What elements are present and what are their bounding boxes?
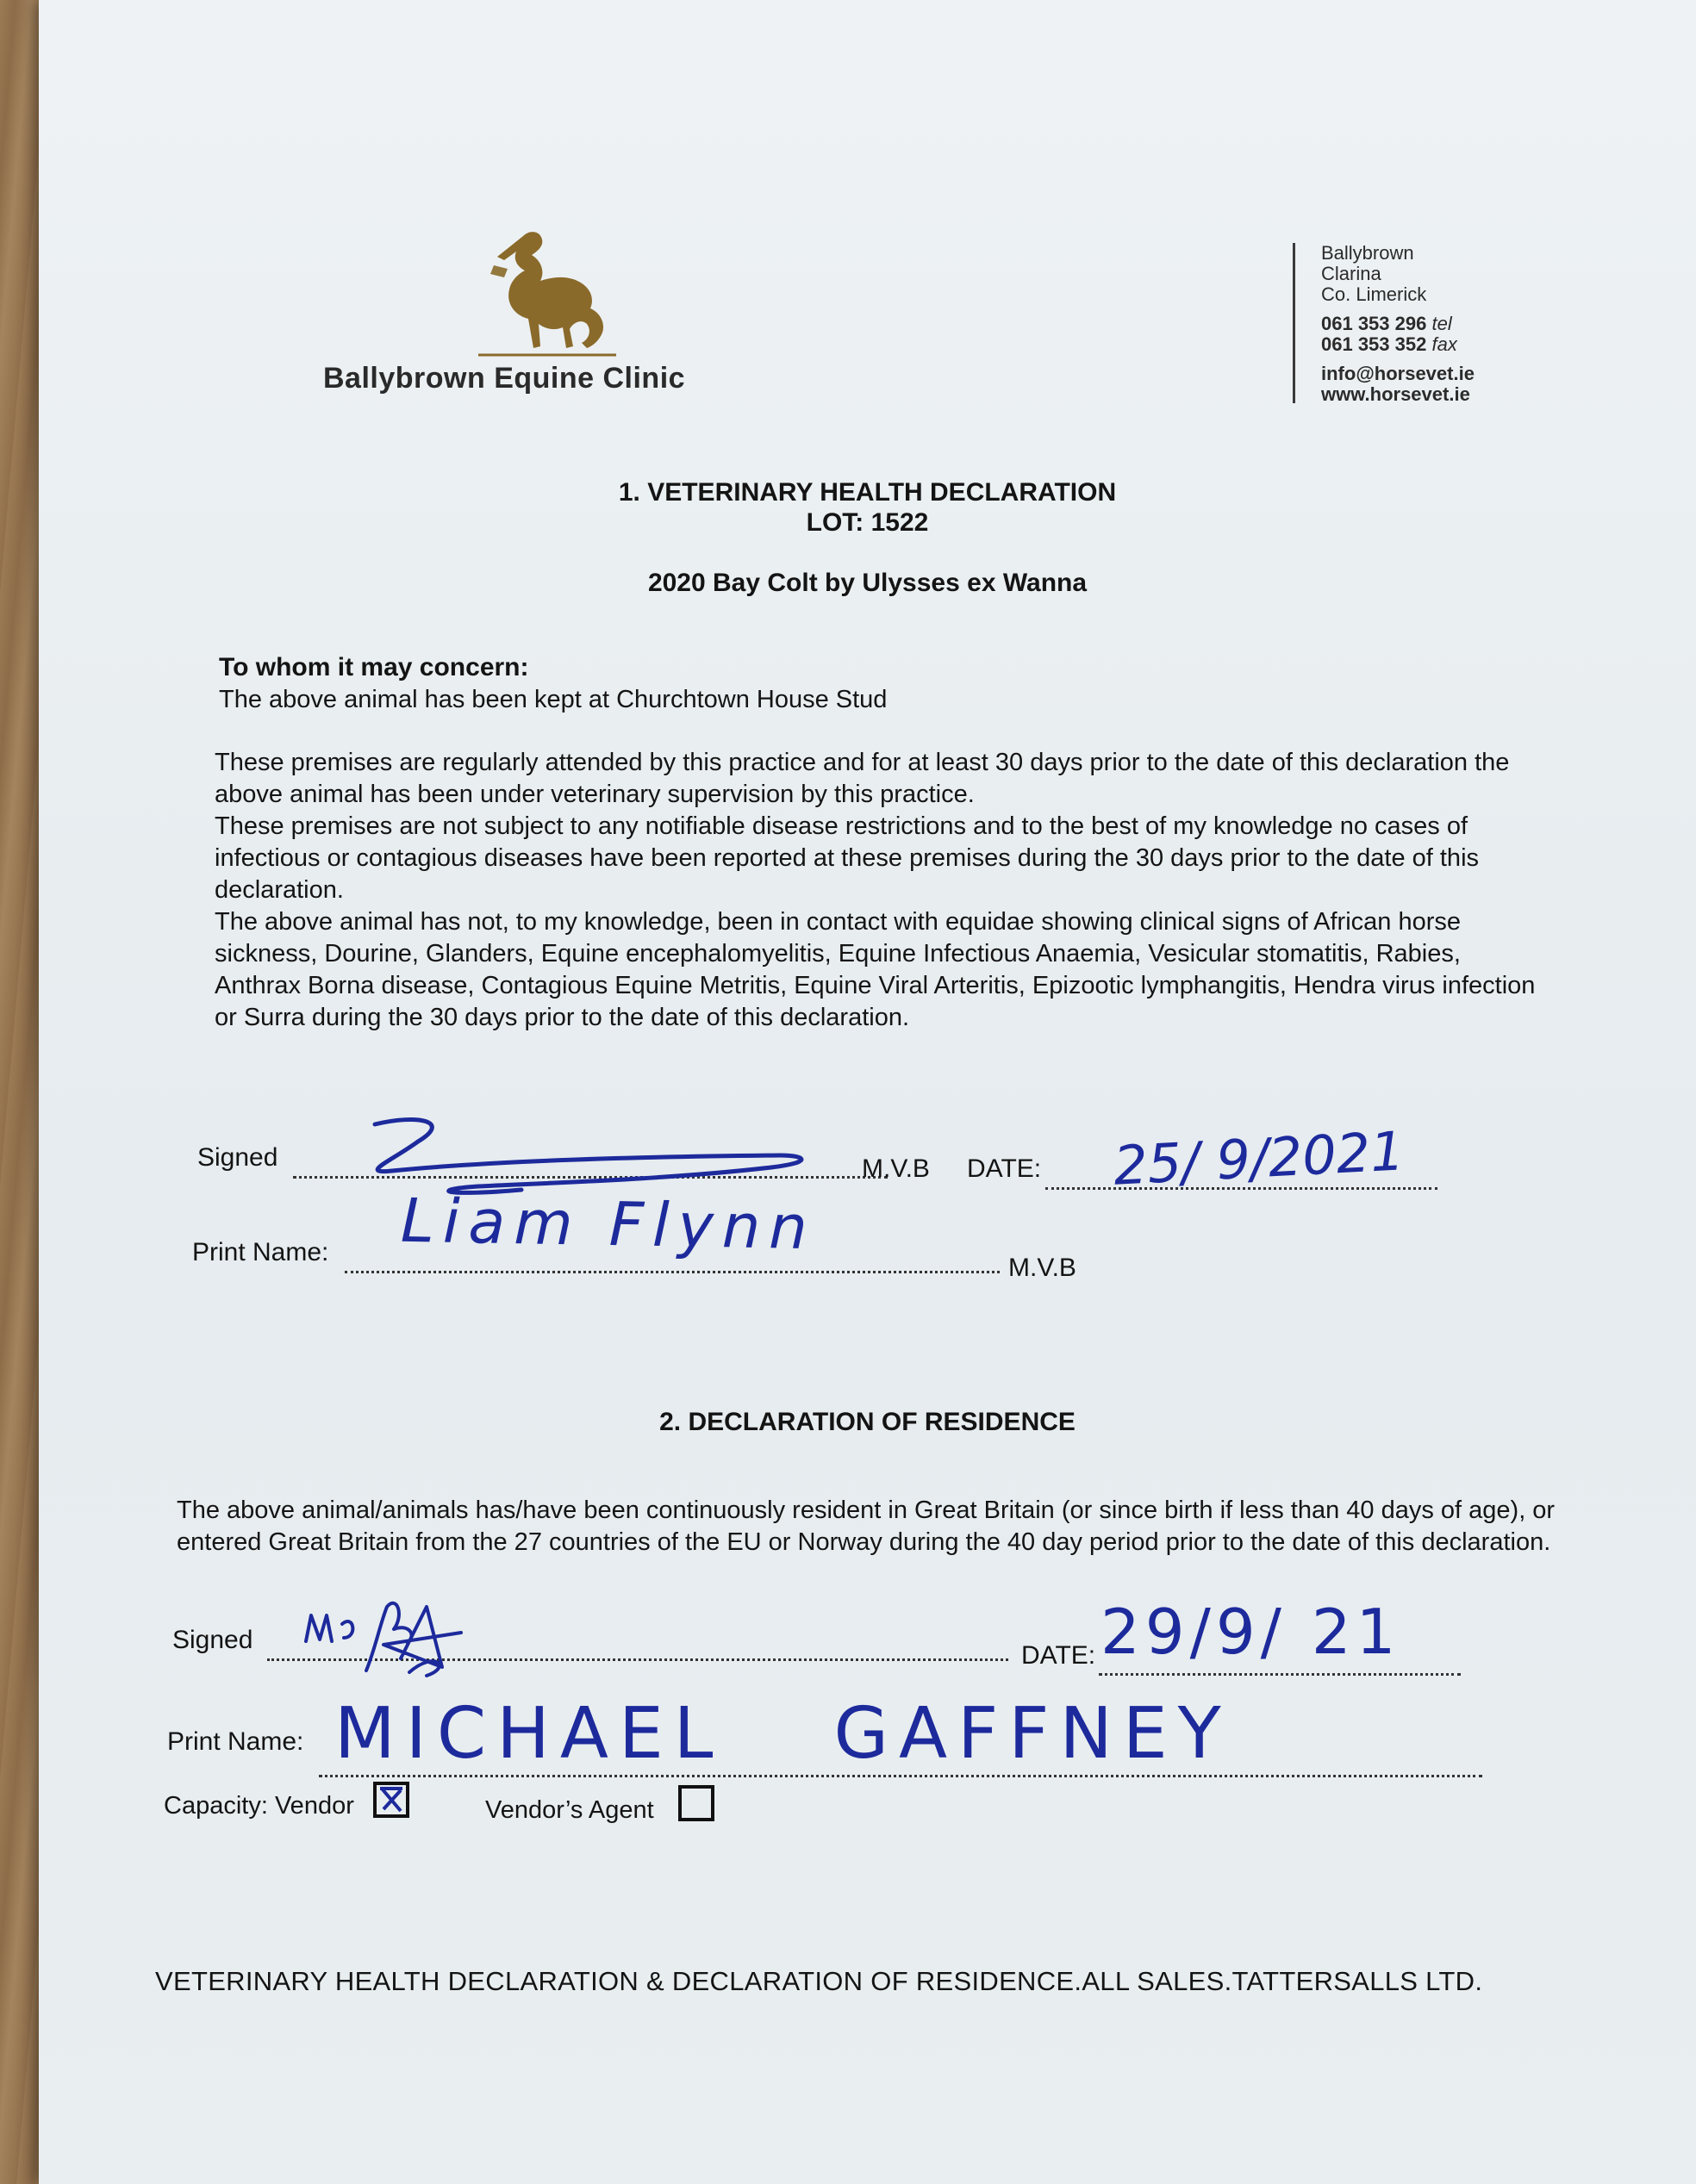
vet-date-value: 25/ 9/2021	[1112, 1119, 1406, 1198]
health-declaration-body	[215, 747, 1542, 1034]
kept-at-statement: The above animal has been kept at Churchtown House Stud	[219, 686, 888, 713]
clinic-address-block	[1321, 243, 1475, 405]
checkmark-x-icon	[377, 1785, 406, 1814]
fax-line	[1321, 334, 1475, 355]
vendor-date-label: DATE:	[1021, 1641, 1096, 1670]
vendors-agent-checkbox[interactable]	[678, 1785, 714, 1821]
email-link[interactable]: info@horsevet.ie	[1321, 363, 1475, 384]
address-line: Clarina	[1321, 263, 1381, 284]
fax-label: fax	[1431, 333, 1457, 355]
vet-print-name-line[interactable]	[345, 1271, 1000, 1273]
vendor-print-name-value: MICHAEL GAFFNEY	[334, 1693, 1231, 1775]
concern-heading: To whom it may concern:	[219, 653, 529, 681]
vendor-signature-image	[297, 1590, 573, 1702]
document-page	[39, 0, 1696, 2184]
vendor-date-line[interactable]	[1099, 1673, 1461, 1676]
vendor-print-name-line[interactable]	[319, 1775, 1482, 1777]
residence-paragraph: The above animal/animals has/have been continuously resident in Great Britain (or since birth if less than 40 days of age), or entered Great Britain from the 27 countries of the EU or Norway during the 40 day period prior to the date of this declaration.	[177, 1496, 1556, 1556]
document-footer: VETERINARY HEALTH DECLARATION & DECLARATION OF RESIDENCE.ALL SALES.TATTERSALLS LTD.	[155, 1966, 1483, 1996]
animal-description: 2020 Bay Colt by Ulysses ex Wanna	[647, 569, 1088, 597]
vet-date-label: DATE:	[967, 1154, 1042, 1183]
horse-logo-icon	[444, 226, 633, 364]
declaration-paragraph: The above animal has not, to my knowledge, been in contact with equidae showing clinical signs of African horse sickness, Dourine, Glanders, Equine encephalomyelitis, Equine Infectious Anaemia, Vesicular stomatitis, Rabies, Anthrax Borna disease, Contagious Equine Metritis, Equine Viral Arteritis, Epizootic lymphangitis, Hendra virus infection or Surra during the 30 days prior to the date of this declaration.	[215, 908, 1536, 1031]
capacity-vendor-label: Capacity: Vendor	[164, 1792, 354, 1820]
letterhead-divider	[1293, 243, 1295, 403]
tel-line	[1321, 314, 1475, 334]
vendor-signed-label: Signed	[172, 1626, 253, 1654]
vet-print-name-value: Liam Flynn	[400, 1185, 817, 1264]
signed-label: Signed	[197, 1143, 278, 1172]
lot-number: LOT: 1522	[806, 508, 929, 537]
health-declaration-title: 1. VETERINARY HEALTH DECLARATION	[618, 478, 1117, 507]
website-link[interactable]: www.horsevet.ie	[1321, 383, 1470, 405]
address-line: Ballybrown	[1321, 242, 1414, 264]
clinic-name: Ballybrown Equine Clinic	[323, 362, 686, 395]
residence-declaration-title: 2. DECLARATION OF RESIDENCE	[659, 1408, 1076, 1436]
vendor-print-name-label: Print Name:	[167, 1727, 304, 1756]
vendor-date-value: 29/9/ 21	[1101, 1596, 1401, 1668]
vet-mvb-label: M.V.B	[862, 1154, 930, 1183]
tel-label: tel	[1431, 313, 1452, 334]
vendor-checkbox[interactable]	[373, 1782, 409, 1818]
vet-print-mvb-label: M.V.B	[1008, 1254, 1076, 1282]
print-name-label: Print Name:	[192, 1238, 329, 1266]
fax-number: 061 353 352	[1321, 333, 1427, 355]
declaration-paragraph: These premises are not subject to any notifiable disease restrictions and to the best of my knowledge no cases of infectious or contagious diseases have been reported at these premises during the 30 days prior to the date of this declaration.	[215, 812, 1480, 904]
vendors-agent-label: Vendor’s Agent	[485, 1796, 654, 1824]
tel-number: 061 353 296	[1321, 313, 1427, 334]
declaration-paragraph: These premises are regularly attended by this practice and for at least 30 days prior to the date of this declaration the above animal has been under veterinary supervision by this practice.	[215, 749, 1510, 808]
address-line: Co. Limerick	[1321, 283, 1427, 305]
